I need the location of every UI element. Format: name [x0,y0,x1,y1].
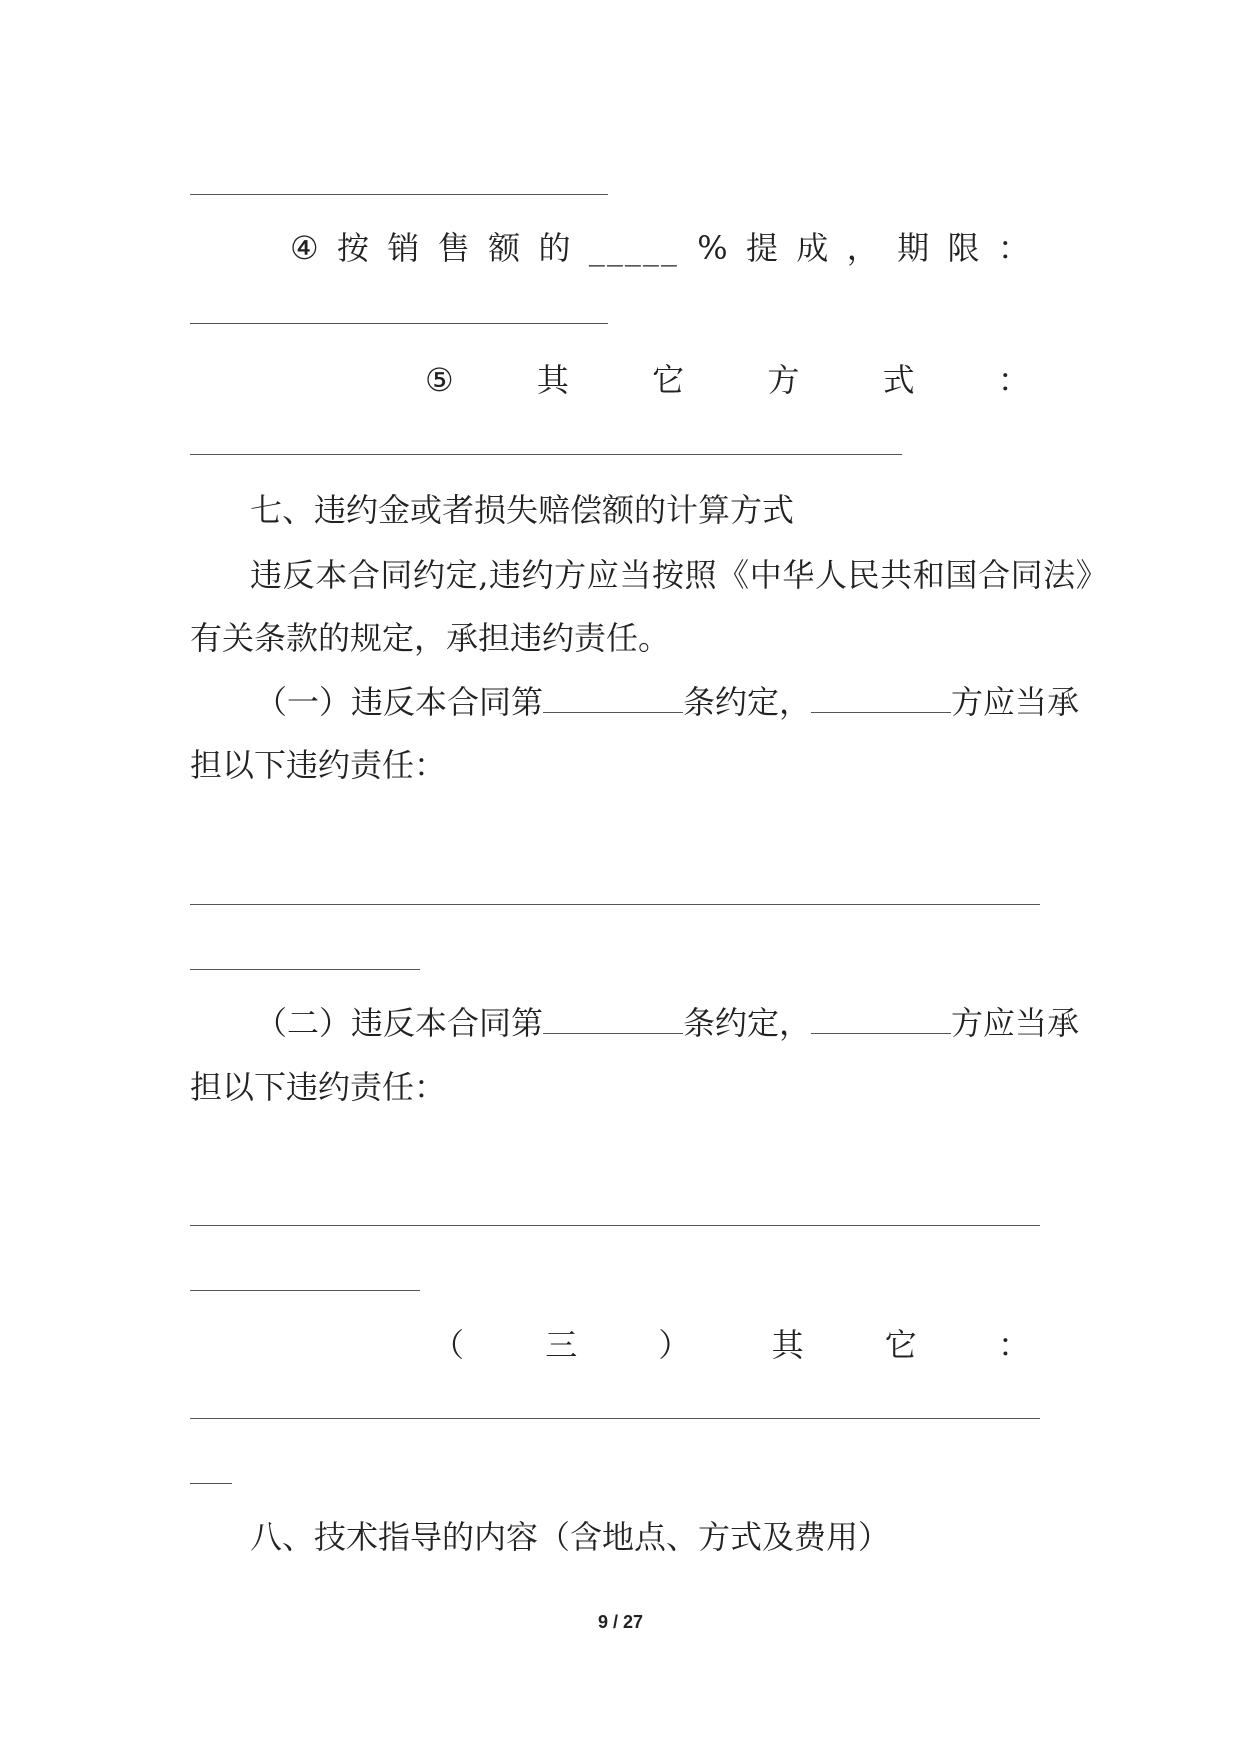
item-4-char: 的 [538,229,571,267]
section-7-heading: 七、违约金或者损失赔偿额的计算方式 [250,491,795,529]
item-5-char: 式 [882,361,915,399]
item-4-char: 按 [337,229,370,267]
section-7-paragraph-line2: 有关条款的规定，承担违约责任。 [190,619,671,657]
clause-1-line1 [255,682,1079,722]
clause-1-article-blank [543,682,683,713]
item-4-char: % [697,229,728,267]
clause-3-char: （ [432,1326,465,1364]
clause-3-line [432,1325,1030,1365]
item-5-char: 其 [536,361,569,399]
item-5-char: 方 [767,361,800,399]
clause-3-char: ： [997,1326,1030,1364]
item-4-blank: _____ [588,229,679,267]
clause-2-mid: 条约定， [683,1004,812,1042]
clause-1-suffix: 方应当承 [951,683,1080,721]
item-4-char: 提 [746,229,779,267]
item-4-char: 售 [437,229,470,267]
blank-line [190,904,1040,905]
clause-1-party-blank [811,682,951,713]
item-5-line [425,360,1030,400]
clause-2-line2: 担以下违约责任： [190,1068,447,1106]
item-5-char: 它 [652,361,685,399]
item-4-circle: ④ [290,229,319,267]
item-4-char: ： [997,229,1030,267]
item-5-char: ⑤ [425,361,454,399]
item-4-char: 期 [897,229,930,267]
blank-line [190,1418,1040,1419]
clause-2-line1 [255,1003,1079,1043]
clause-1-prefix: （一）违反本合同第 [255,683,544,721]
clause-2-prefix: （二）违反本合同第 [255,1004,544,1042]
item-4-char: 额 [488,229,521,267]
item-4-char: ， [846,229,879,267]
clause-3-char: 其 [771,1326,804,1364]
blank-line [190,969,420,970]
blank-line [190,1225,1040,1226]
clause-1-line2: 担以下违约责任： [190,746,447,784]
clause-3-char: 三 [545,1326,578,1364]
clause-2-suffix: 方应当承 [951,1004,1080,1042]
clause-1-mid: 条约定， [683,683,812,721]
section-7-paragraph-line1: 违反本合同约定,违约方应当按照《中华人民共和国合同法》 [250,556,1109,594]
section-8-heading: 八、技术指导的内容（含地点、方式及费用） [250,1518,891,1556]
blank-line [190,323,608,324]
blank-line [190,194,608,195]
clause-2-party-blank [811,1003,951,1034]
page-number: 9 / 27 [597,1612,644,1632]
blank-line [190,454,902,455]
blank-line [190,1483,232,1484]
item-4-char: 销 [387,229,420,267]
clause-2-article-blank [543,1003,683,1034]
clause-3-char: 它 [884,1326,917,1364]
item-4-char: 限 [947,229,980,267]
item-4-line [290,228,1030,268]
item-5-char: ： [997,361,1030,399]
blank-line [190,1290,420,1291]
clause-3-char: ） [658,1326,691,1364]
item-4-char: 成 [796,229,829,267]
